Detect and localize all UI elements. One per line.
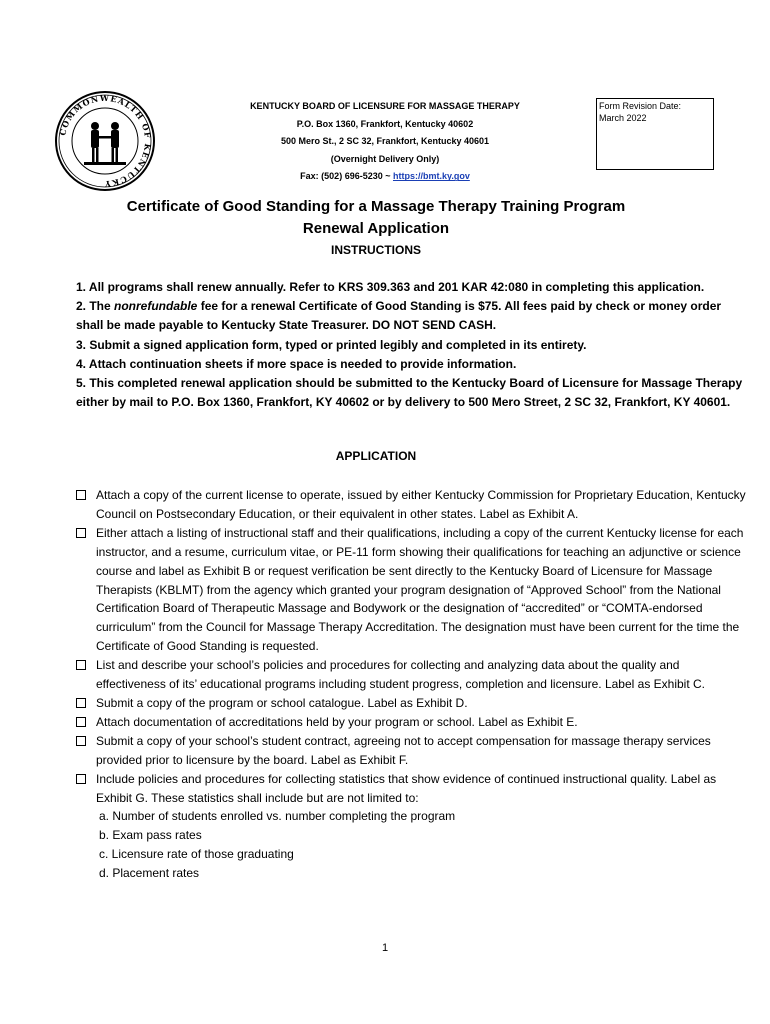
po-box-address: P.O. Box 1360, Frankfort, Kentucky 40602 xyxy=(296,118,474,129)
org-name: KENTUCKY BOARD OF LICENSURE FOR MASSAGE THERAPY xyxy=(250,101,520,111)
checkbox[interactable] xyxy=(76,698,86,708)
application-checklist xyxy=(76,486,748,883)
document-title xyxy=(20,196,732,240)
fax-line xyxy=(170,168,600,186)
instruction-2-post: fee for a renewal Certificate of Good Standing is $75. All fees paid by check or money order shall be made payable to Kentucky State Treasurer. DO NOT SEND CASH. xyxy=(76,299,722,333)
instruction-2-emphasis: nonrefundable xyxy=(114,299,198,314)
instruction-2-pre: 2. The xyxy=(76,299,115,314)
statistics-subitem: c. Licensure rate of those graduating xyxy=(99,847,294,862)
checklist-item-exhibit-c xyxy=(76,656,748,694)
overnight-note: (Overnight Delivery Only) xyxy=(330,153,440,164)
svg-text:COMMONWEALTH OF KENTUCKY: COMMONWEALTH OF KENTUCKY xyxy=(57,92,154,190)
checklist-item-text: Attach documentation of accreditations held by your program or school. Label as Exhibit E. xyxy=(96,714,578,729)
checklist-item-text: Submit a copy of the program or school catalogue. Label as Exhibit D. xyxy=(96,695,468,710)
organization-header xyxy=(170,98,600,186)
statistics-subitem: b. Exam pass rates xyxy=(99,828,202,843)
checklist-item-exhibit-g xyxy=(76,770,748,808)
checkbox[interactable] xyxy=(76,774,86,784)
street-address: 500 Mero St., 2 SC 32, Frankfort, Kentucky 40601 xyxy=(280,136,490,147)
instruction-1: 1. All programs shall renew annually. Refer to KRS 309.363 and 201 KAR 42:080 in completing this application. xyxy=(76,280,705,294)
checklist-item-text: Submit a copy of your school’s student contract, agreeing not to accept compensation for massage therapy services provided prior to licensure by the board. Label as Exhibit F. xyxy=(96,733,711,767)
checkbox[interactable] xyxy=(76,660,86,670)
checklist-item-exhibit-e xyxy=(76,713,748,732)
website-link[interactable]: https://bmt.ky.gov xyxy=(392,171,470,182)
application-heading: APPLICATION xyxy=(335,449,417,463)
checkbox[interactable] xyxy=(76,528,86,538)
checklist-item-exhibit-a xyxy=(76,486,748,524)
checklist-item-exhibit-f xyxy=(76,732,748,770)
title-line-1: Certificate of Good Standing for a Massage Therapy Training Program xyxy=(126,198,626,215)
statistics-subitem: a. Number of students enrolled vs. number completing the program xyxy=(99,809,456,824)
checklist-item-exhibit-b xyxy=(76,524,748,656)
kentucky-seal-icon xyxy=(54,90,156,192)
form-revision-box xyxy=(596,98,714,170)
instruction-5: 5. This completed renewal application should be submitted to the Kentucky Board of Licensure for Massage Therapy either by mail to P.O. Box 1360, Frankfort, KY 40602 or by delivery to 500 Mero Street, 2 SC 32, Frankfort, KY 40601. xyxy=(76,376,743,410)
instruction-2 xyxy=(76,297,748,335)
instructions-heading: INSTRUCTIONS xyxy=(331,243,421,257)
checkbox[interactable] xyxy=(76,717,86,727)
statistics-subitem: d. Placement rates xyxy=(99,866,200,881)
page-number: 1 xyxy=(381,942,389,954)
instruction-3: 3. Submit a signed application form, typed or printed legibly and completed in its entirety. xyxy=(76,337,587,352)
checklist-item-text: Either attach a listing of instructional staff and their qualifications, including a copy of the current Kentucky license for each instructor, and a resume, curriculum vitae, or PE-11 form showing their qualifications for teaching an adjunctive or science course and label as Exhibit B or request verification be sent directly to the Kentucky Board of Licensure for Massage Therapists (KBLMT) from the agency which granted your program designation of “Approved School” from the National Certification Board of Therapeutic Massage and Bodywork or the designation of “accredited” or “COMTA-endorsed curriculum” from the Council for Massage Therapy Accreditation. The designation must have been current for the time the Certificate of Good Standing is requested. xyxy=(96,525,744,654)
checkbox[interactable] xyxy=(76,736,86,746)
revision-date: March 2022 xyxy=(599,113,647,123)
checklist-item-text: List and describe your school’s policies and procedures for collecting and analyzing data about the quality and effectiveness of its’ educational programs including student progress, completion and licensure. Label as Exhibit C. xyxy=(96,658,706,692)
checklist-item-text: Include policies and procedures for collecting statistics that show evidence of continued instructional quality. Label as Exhibit G. These statistics shall include but are not limited to: xyxy=(96,771,717,805)
checklist-item-exhibit-d xyxy=(76,694,748,713)
checklist-item-text: Attach a copy of the current license to operate, issued by either Kentucky Commission for Proprietary Education, Kentucky Council on Postsecondary Education, or their equivalent in other states. Label as Exhibit A. xyxy=(96,488,746,521)
title-line-2: Renewal Application xyxy=(302,220,450,237)
instructions-list xyxy=(76,278,748,412)
fax-number: Fax: (502) 696-5230 ~ xyxy=(300,171,393,182)
instruction-4: 4. Attach continuation sheets if more space is needed to provide information. xyxy=(76,356,517,371)
checkbox[interactable] xyxy=(76,490,86,500)
revision-label: Form Revision Date: xyxy=(599,101,682,111)
